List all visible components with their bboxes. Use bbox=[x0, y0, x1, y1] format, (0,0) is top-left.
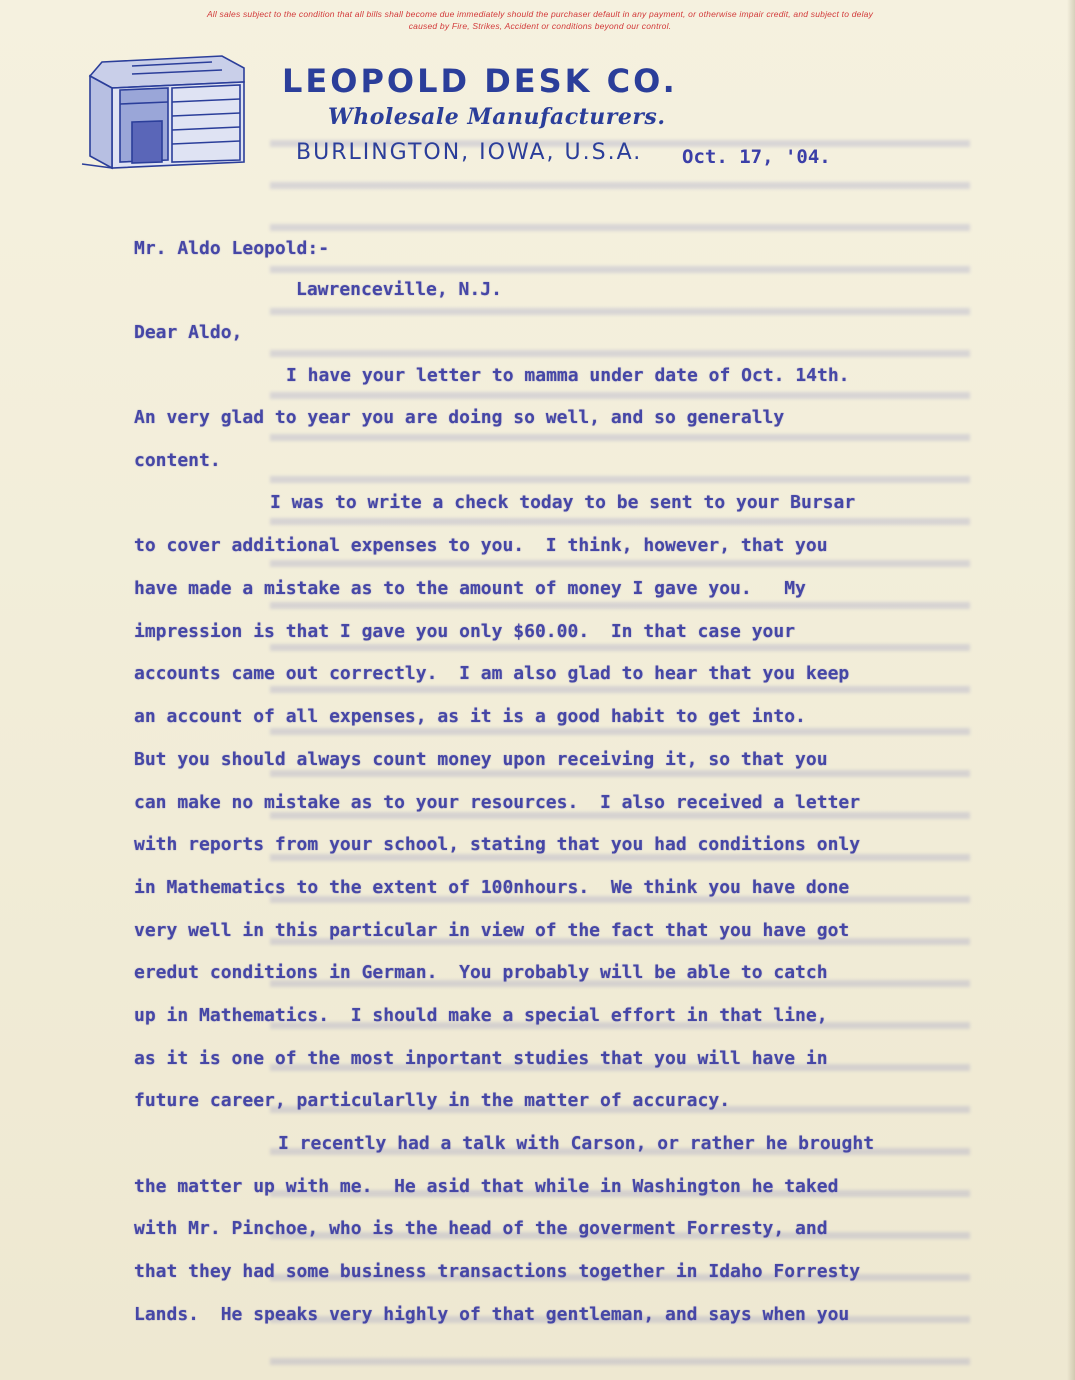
disclaimer-line-2: caused by Fire, Strikes, Accident or conditions beyond our control. bbox=[408, 21, 672, 31]
body-line: Lands. He speaks very highly of that gentleman, and says when you bbox=[134, 1304, 850, 1325]
company-city: BURLINGTON, IOWA, U.S.A. bbox=[296, 140, 643, 165]
terms-disclaimer bbox=[60, 8, 1020, 32]
salutation: Dear Aldo, bbox=[134, 322, 243, 343]
body-line: future career, particularlly in the matter of accuracy. bbox=[134, 1090, 731, 1111]
body-line: accounts came out correctly. I am also glad to hear that you keep bbox=[134, 663, 850, 684]
body-line: with Mr. Pinchoe, who is the head of the goverment Forresty, and bbox=[134, 1218, 828, 1239]
disclaimer-line-1: All sales subject to the condition that all bills shall become due immediately should the purchaser default in any payment, or otherwise impair credit, and subject to delay bbox=[206, 9, 874, 19]
body-line: with reports from your school, stating that you had conditions only bbox=[134, 834, 861, 855]
recipient-address: Lawrenceville, N.J. bbox=[296, 279, 502, 300]
body-line: I recently had a talk with Carson, or rather he brought bbox=[278, 1133, 875, 1154]
body-line: have made a mistake as to the amount of money I gave you. My bbox=[134, 578, 806, 599]
body-line: eredut conditions in German. You probably will be able to catch bbox=[134, 962, 828, 983]
body-line: in Mathematics to the extent of 100nhours. We think you have done bbox=[134, 877, 850, 898]
roll-top-desk-icon bbox=[72, 52, 252, 172]
body-line: that they had some business transactions together in Idaho Forresty bbox=[134, 1261, 861, 1282]
recipient: Mr. Aldo Leopold:- bbox=[134, 238, 330, 259]
body-line: as it is one of the most inportant studies that you will have in bbox=[134, 1048, 828, 1069]
body-line: very well in this particular in view of the fact that you have got bbox=[134, 920, 850, 941]
company-name: LEOPOLD DESK CO. bbox=[282, 62, 678, 100]
letter-date: Oct. 17, '04. bbox=[682, 146, 831, 168]
body-line: an account of all expenses, as it is a good habit to get into. bbox=[134, 706, 806, 727]
body-line: up in Mathematics. I should make a special effort in that line, bbox=[134, 1005, 828, 1026]
body-line: content. bbox=[134, 450, 221, 471]
body-line: impression is that I gave you only $60.00. In that case your bbox=[134, 621, 796, 642]
body-line: I have your letter to mamma under date of Oct. 14th. bbox=[286, 365, 850, 386]
body-line: the matter up with me. He asid that while in Washington he taked bbox=[134, 1176, 839, 1197]
body-line: can make no mistake as to your resources. I also received a letter bbox=[134, 792, 861, 813]
body-line: But you should always count money upon receiving it, so that you bbox=[134, 749, 828, 770]
paper-edge bbox=[1067, 0, 1075, 1380]
body-line: I was to write a check today to be sent to your Bursar bbox=[270, 492, 856, 513]
company-tagline: Wholesale Manufacturers. bbox=[328, 104, 666, 130]
body-line: to cover additional expenses to you. I think, however, that you bbox=[134, 535, 828, 556]
body-line: An very glad to year you are doing so well, and so generally bbox=[134, 407, 785, 428]
